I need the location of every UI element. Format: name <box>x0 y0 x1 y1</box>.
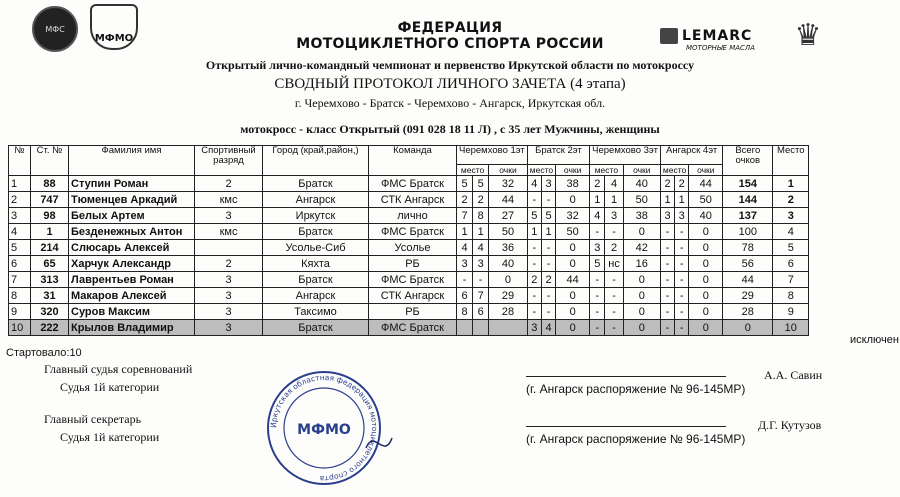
championship-title: Открытый лично-командный чемпионат и первенство Иркутской области по мотокроссу <box>205 58 695 72</box>
secretary-name: Д.Г. Кутузов <box>758 418 822 432</box>
cell-stage2-points: 0 <box>556 304 590 320</box>
cell-stage4-place: - <box>675 240 689 256</box>
cell-no: 3 <box>9 208 31 224</box>
cell-stage2-place: 2 <box>541 272 555 288</box>
lemarc-logo-name: LEMARC <box>682 28 753 44</box>
federation-title-line2: МОТОЦИКЛЕТНОГО СПОРТА РОССИИ <box>296 36 604 52</box>
header-city: Город (край,район,) <box>263 146 369 176</box>
cell-stage2-points: 0 <box>556 320 590 336</box>
subheader-place: место <box>457 165 489 176</box>
cell-stage3-place: 3 <box>605 208 623 224</box>
cell-total: 29 <box>723 288 773 304</box>
cell-stage4-place: 2 <box>675 176 689 192</box>
excluded-note: исключен <box>850 334 899 346</box>
subheader-points: очки <box>689 165 723 176</box>
cell-team: ФМС Братск <box>369 224 457 240</box>
cell-start-no: 747 <box>31 192 69 208</box>
cell-stage1-place: 7 <box>457 208 473 224</box>
cell-stage1-place: 3 <box>457 256 473 272</box>
table-row <box>9 176 809 192</box>
cell-stage1-place: 4 <box>457 240 473 256</box>
cell-stage3-place: 2 <box>605 240 623 256</box>
cell-stage4-place: 3 <box>675 208 689 224</box>
cell-city: Ангарск <box>263 288 369 304</box>
cell-place: 8 <box>773 288 809 304</box>
cell-team: СТК Ангарск <box>369 288 457 304</box>
cell-stage2-place: 1 <box>541 224 555 240</box>
cell-no: 7 <box>9 272 31 288</box>
cell-place: 4 <box>773 224 809 240</box>
cell-team: ФМС Братск <box>369 320 457 336</box>
subheader-place: место <box>660 165 688 176</box>
cell-total: 154 <box>723 176 773 192</box>
cell-stage4-place: 1 <box>660 192 674 208</box>
cell-rank: 3 <box>195 320 263 336</box>
cell-total: 0 <box>723 320 773 336</box>
cell-stage4-place: - <box>660 272 674 288</box>
cell-stage3-points: 0 <box>623 304 660 320</box>
cell-stage1-place: 6 <box>473 304 489 320</box>
cell-total: 44 <box>723 272 773 288</box>
coat-of-arms-icon: ♛ <box>794 19 822 52</box>
cell-stage3-points: 0 <box>623 320 660 336</box>
cell-stage2-points: 0 <box>556 192 590 208</box>
cell-stage3-points: 16 <box>623 256 660 272</box>
cell-stage3-points: 42 <box>623 240 660 256</box>
cell-name: Ступин Роман <box>69 176 195 192</box>
cell-stage1-place: 8 <box>473 208 489 224</box>
cell-rank: 3 <box>195 304 263 320</box>
cell-stage2-points: 0 <box>556 256 590 272</box>
cell-stage2-points: 50 <box>556 224 590 240</box>
header-total: Всего очков <box>723 146 773 176</box>
header-stage2: Братск 2эт <box>527 146 589 165</box>
table-row <box>9 208 809 224</box>
cell-stage2-place: - <box>527 304 541 320</box>
cell-stage4-place: 1 <box>675 192 689 208</box>
cell-city: Братск <box>263 176 369 192</box>
cell-place: 6 <box>773 256 809 272</box>
lemarc-logo-subtitle: МОТОРНЫЕ МАСЛА <box>686 44 755 52</box>
cell-place: 5 <box>773 240 809 256</box>
cell-stage4-points: 0 <box>689 224 723 240</box>
cell-stage1-place: 3 <box>473 256 489 272</box>
cell-stage2-points: 0 <box>556 240 590 256</box>
cell-stage2-place: - <box>527 192 541 208</box>
cell-stage3-place: - <box>590 272 605 288</box>
table-row <box>9 192 809 208</box>
cell-name: Безденежных Антон <box>69 224 195 240</box>
header-stage3: Черемхово 3эт <box>590 146 661 165</box>
cell-stage1-points: 28 <box>489 304 528 320</box>
cell-rank: 3 <box>195 288 263 304</box>
cell-stage2-place: 2 <box>527 272 541 288</box>
cell-stage1-points: 40 <box>489 256 528 272</box>
cell-stage4-points: 0 <box>689 304 723 320</box>
header-stage4: Ангарск 4эт <box>660 146 722 165</box>
cell-stage3-place: 4 <box>590 208 605 224</box>
cell-stage3-place: - <box>605 320 623 336</box>
cell-name: Тюменцев Аркадий <box>69 192 195 208</box>
cell-total: 137 <box>723 208 773 224</box>
cell-total: 28 <box>723 304 773 320</box>
table-row <box>9 224 809 240</box>
cell-start-no: 98 <box>31 208 69 224</box>
cell-stage2-points: 38 <box>556 176 590 192</box>
cell-stage1-place: - <box>457 272 473 288</box>
cell-stage4-points: 40 <box>689 208 723 224</box>
cell-stage4-place: - <box>675 224 689 240</box>
cell-stage1-place <box>473 320 489 336</box>
cell-stage1-points: 32 <box>489 176 528 192</box>
cell-no: 6 <box>9 256 31 272</box>
cell-city: Братск <box>263 272 369 288</box>
cell-stage1-place: 2 <box>457 192 473 208</box>
official-stamp <box>254 368 394 488</box>
cell-total: 100 <box>723 224 773 240</box>
cell-stage3-place: - <box>605 224 623 240</box>
cell-start-no: 88 <box>31 176 69 192</box>
secretary-category: Судья 1й категории <box>60 430 160 444</box>
cell-stage2-place: 3 <box>527 320 541 336</box>
cell-city: Усолье-Сиб <box>263 240 369 256</box>
cell-start-no: 1 <box>31 224 69 240</box>
cell-stage1-place: - <box>473 272 489 288</box>
cell-stage4-place: 2 <box>660 176 674 192</box>
cell-stage4-points: 0 <box>689 320 723 336</box>
cell-stage2-place: 1 <box>527 224 541 240</box>
cell-stage2-points: 44 <box>556 272 590 288</box>
cell-no: 9 <box>9 304 31 320</box>
cell-stage1-points: 0 <box>489 272 528 288</box>
cell-stage2-place: - <box>541 240 555 256</box>
cell-stage3-place: 1 <box>605 192 623 208</box>
secretary-title: Главный секретарь <box>44 412 142 426</box>
cell-start-no: 222 <box>31 320 69 336</box>
cell-stage4-place: - <box>660 304 674 320</box>
secretary-order: (г. Ангарск распоряжение № 96-145МР) <box>526 432 746 446</box>
header-start-no: Ст. № <box>31 146 69 176</box>
cell-stage4-points: 0 <box>689 240 723 256</box>
federation-title <box>0 20 900 52</box>
cell-stage3-place: - <box>605 288 623 304</box>
subheader-points: очки <box>556 165 590 176</box>
cell-total: 144 <box>723 192 773 208</box>
cities-line: г. Черемхово - Братск - Черемхово - Ангарск, Иркутская обл. <box>294 96 606 110</box>
cell-team: РБ <box>369 304 457 320</box>
cell-stage3-place: - <box>605 304 623 320</box>
cell-stage2-points: 32 <box>556 208 590 224</box>
cell-stage2-place: 4 <box>527 176 541 192</box>
header-no: № <box>9 146 31 176</box>
header-team: Команда <box>369 146 457 176</box>
cell-stage1-place <box>457 320 473 336</box>
federation-emblem-logo: МФС <box>32 6 78 52</box>
cell-stage3-points: 38 <box>623 208 660 224</box>
cell-name: Лаврентьев Роман <box>69 272 195 288</box>
header-stage1: Черемхово 1эт <box>457 146 528 165</box>
cell-stage2-place: - <box>541 304 555 320</box>
subheader-place: место <box>590 165 624 176</box>
cell-stage3-place: - <box>590 224 605 240</box>
cell-total: 56 <box>723 256 773 272</box>
cell-team: лично <box>369 208 457 224</box>
cell-no: 10 <box>9 320 31 336</box>
cell-rank: 3 <box>195 208 263 224</box>
subheader-points: очки <box>489 165 528 176</box>
fmo-logo-text: МФМО <box>94 33 134 44</box>
cell-stage1-place: 1 <box>473 224 489 240</box>
table-row <box>9 272 809 288</box>
cell-stage4-place: - <box>660 288 674 304</box>
cell-stage1-points <box>489 320 528 336</box>
header-name: Фамилия имя <box>69 146 195 176</box>
cell-start-no: 31 <box>31 288 69 304</box>
cell-stage2-place: 5 <box>527 208 541 224</box>
cell-stage3-place: 2 <box>590 176 605 192</box>
stamp-ring-text: Иркутская областная федерация мотоциклетного спорта <box>268 372 380 484</box>
cell-stage1-place: 5 <box>473 176 489 192</box>
cell-team: СТК Ангарск <box>369 192 457 208</box>
cell-stage2-place: - <box>541 256 555 272</box>
cell-city: Иркутск <box>263 208 369 224</box>
header-place: Место <box>773 146 809 176</box>
cell-start-no: 214 <box>31 240 69 256</box>
table-row <box>9 288 809 304</box>
cell-stage1-points: 50 <box>489 224 528 240</box>
cell-rank: кмс <box>195 192 263 208</box>
cell-stage1-place: 4 <box>473 240 489 256</box>
cell-stage1-points: 44 <box>489 192 528 208</box>
cell-start-no: 320 <box>31 304 69 320</box>
cell-stage2-place: - <box>541 288 555 304</box>
cell-city: Таксимо <box>263 304 369 320</box>
cell-stage1-points: 36 <box>489 240 528 256</box>
cell-no: 8 <box>9 288 31 304</box>
cell-name: Крылов Владимир <box>69 320 195 336</box>
cell-stage2-points: 0 <box>556 288 590 304</box>
cell-name: Харчук Александр <box>69 256 195 272</box>
table-row <box>9 256 809 272</box>
cell-stage3-place: - <box>605 272 623 288</box>
cell-stage3-place: 5 <box>590 256 605 272</box>
cell-stage4-points: 50 <box>689 192 723 208</box>
subheader-place: место <box>527 165 555 176</box>
table-row <box>9 320 809 336</box>
cell-stage4-place: 3 <box>660 208 674 224</box>
cell-stage2-place: - <box>527 256 541 272</box>
lemarc-logo <box>660 28 760 52</box>
cell-city: Ангарск <box>263 192 369 208</box>
cell-stage4-place: - <box>675 320 689 336</box>
cell-stage2-place: 4 <box>541 320 555 336</box>
cell-place: 3 <box>773 208 809 224</box>
cell-stage3-place: - <box>590 320 605 336</box>
cell-stage1-place: 6 <box>457 288 473 304</box>
cell-city: Братск <box>263 224 369 240</box>
started-count: Стартовало:10 <box>6 347 82 359</box>
cell-no: 1 <box>9 176 31 192</box>
cell-stage1-points: 29 <box>489 288 528 304</box>
cell-rank: 2 <box>195 256 263 272</box>
cell-stage3-points: 40 <box>623 176 660 192</box>
cell-stage2-place: - <box>541 192 555 208</box>
cell-city: Братск <box>263 320 369 336</box>
cell-stage4-place: - <box>660 224 674 240</box>
class-line: мотокросс - класс Открытый (091 028 18 11 Л) , с 35 лет Мужчины, женщины <box>240 122 660 136</box>
cell-stage1-place: 5 <box>457 176 473 192</box>
cell-stage2-place: 5 <box>541 208 555 224</box>
cell-rank: кмс <box>195 224 263 240</box>
cell-place: 7 <box>773 272 809 288</box>
cell-team: ФМС Братск <box>369 272 457 288</box>
cell-stage3-place: 3 <box>590 240 605 256</box>
cell-stage4-place: - <box>675 304 689 320</box>
cell-stage3-points: 0 <box>623 272 660 288</box>
header-rank: Спортивный разряд <box>195 146 263 176</box>
protocol-title: СВОДНЫЙ ПРОТОКОЛ ЛИЧНОГО ЗАЧЕТА (4 этапа) <box>274 76 626 92</box>
cell-team: Усолье <box>369 240 457 256</box>
table-row <box>9 240 809 256</box>
cell-city: Кяхта <box>263 256 369 272</box>
cell-stage3-points: 0 <box>623 288 660 304</box>
cell-stage3-place: - <box>590 288 605 304</box>
results-table <box>8 145 809 336</box>
cell-stage2-place: 3 <box>541 176 555 192</box>
cell-place: 2 <box>773 192 809 208</box>
cell-rank: 3 <box>195 272 263 288</box>
cell-stage4-place: - <box>660 240 674 256</box>
secretary-signature-line <box>526 426 726 427</box>
cell-team: ФМС Братск <box>369 176 457 192</box>
cell-stage1-place: 1 <box>457 224 473 240</box>
cell-no: 5 <box>9 240 31 256</box>
cell-stage3-points: 0 <box>623 224 660 240</box>
stamp-center-text: МФМО <box>297 422 351 438</box>
cell-stage3-place: 4 <box>605 176 623 192</box>
cell-stage4-place: - <box>675 272 689 288</box>
cell-stage3-points: 50 <box>623 192 660 208</box>
cell-start-no: 65 <box>31 256 69 272</box>
cell-rank <box>195 240 263 256</box>
cell-place: 1 <box>773 176 809 192</box>
cell-stage4-points: 44 <box>689 176 723 192</box>
federation-title-line1: ФЕДЕРАЦИЯ <box>397 20 503 36</box>
cell-stage3-place: - <box>590 304 605 320</box>
judge-title: Главный судья соревнований <box>44 362 193 376</box>
cell-stage1-place: 7 <box>473 288 489 304</box>
judge-category: Судья 1й категории <box>60 380 160 394</box>
cell-stage3-place: нс <box>605 256 623 272</box>
judge-name: А.А. Савин <box>764 368 823 382</box>
table-row <box>9 304 809 320</box>
cell-stage2-place: - <box>527 288 541 304</box>
cell-no: 2 <box>9 192 31 208</box>
cell-stage4-place: - <box>660 256 674 272</box>
cell-place: 9 <box>773 304 809 320</box>
cell-stage1-place: 8 <box>457 304 473 320</box>
cell-name: Макаров Алексей <box>69 288 195 304</box>
cell-stage4-place: - <box>660 320 674 336</box>
cell-rank: 2 <box>195 176 263 192</box>
cell-stage3-place: 1 <box>590 192 605 208</box>
cell-total: 78 <box>723 240 773 256</box>
judge-signature-line <box>526 376 726 377</box>
cell-stage4-place: - <box>675 256 689 272</box>
cell-place: 10 <box>773 320 809 336</box>
cell-no: 4 <box>9 224 31 240</box>
judge-order: (г. Ангарск распоряжение № 96-145МР) <box>526 382 746 396</box>
cell-name: Слюсарь Алексей <box>69 240 195 256</box>
cell-stage4-place: - <box>675 288 689 304</box>
cell-start-no: 313 <box>31 272 69 288</box>
subheader-points: очки <box>623 165 660 176</box>
cell-stage4-points: 0 <box>689 272 723 288</box>
cell-name: Белых Артем <box>69 208 195 224</box>
cell-stage1-points: 27 <box>489 208 528 224</box>
cell-name: Суров Максим <box>69 304 195 320</box>
cell-stage1-place: 2 <box>473 192 489 208</box>
cell-stage4-points: 0 <box>689 288 723 304</box>
cell-stage2-place: - <box>527 240 541 256</box>
cell-stage4-points: 0 <box>689 256 723 272</box>
cell-team: РБ <box>369 256 457 272</box>
